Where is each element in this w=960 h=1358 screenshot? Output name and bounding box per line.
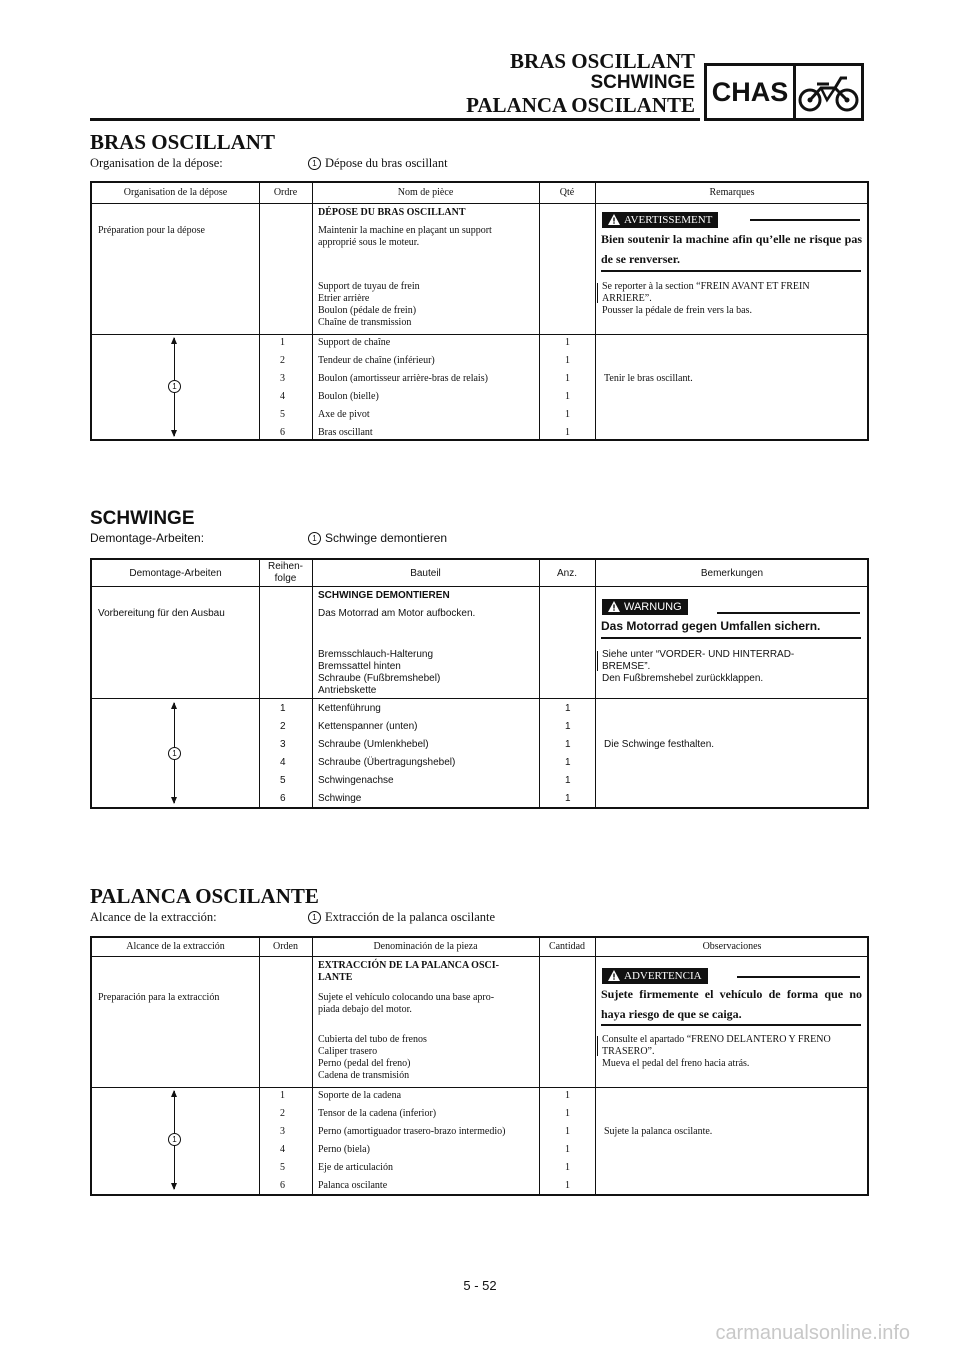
section-title-fr: BRAS OSCILLANT [90, 130, 275, 154]
row-order: 4 [280, 757, 286, 768]
circled-number: 1 [308, 157, 321, 170]
row-qty: 1 [565, 391, 570, 402]
row-part: Tendeur de chaîne (inférieur) [318, 355, 435, 366]
row-qty: 1 [565, 1162, 570, 1173]
col-header: Ordre [273, 187, 298, 198]
warning-text: Sujete firmemente el vehículo de forma que no haya riesgo de que se caiga. [601, 987, 862, 1021]
row-order: 2 [280, 721, 286, 732]
row-order: 1 [280, 703, 286, 714]
prep-part: Das Motorrad am Motor aufbocken. [318, 608, 476, 619]
prep-part: Maintenir la machine en plaçant un support approprié sous le moteur. [318, 225, 492, 248]
row-part: Schraube (Übertragungshebel) [318, 757, 456, 768]
header-title-es: PALANCA OSCILANTE [466, 93, 695, 117]
row-part: Kettenspanner (unten) [318, 721, 418, 732]
rows-remark: Die Schwinge festhalten. [604, 739, 715, 750]
row-qty: 1 [565, 409, 570, 420]
row-order: 2 [280, 355, 285, 366]
row-part: Schraube (Umlenkhebel) [318, 739, 429, 750]
row-part: Tensor de la cadena (inferior) [318, 1108, 437, 1119]
sub-label: Demontage-Arbeiten: [90, 531, 205, 545]
row-qty: 1 [565, 757, 571, 768]
warning-badge: WARNUNG [602, 599, 688, 615]
grouped-remarks: Siehe unter “VORDER- UND HINTERRAD- BREMSE”. Den Fußbremshebel zurückklappen. [602, 649, 795, 684]
grouped-parts: Cubierta del tubo de frenos Caliper trasero Perno (pedal del freno) Cadena de transmisión [318, 1034, 427, 1081]
col-header: Reihen- folge [267, 561, 304, 584]
warning-triangle-icon [608, 601, 620, 612]
row-qty: 1 [565, 1090, 570, 1101]
col-header: Alcance de la extracción [126, 941, 225, 952]
row-part: Perno (biela) [318, 1144, 370, 1155]
col-header: Cantidad [548, 941, 586, 952]
row-order: 6 [280, 427, 285, 438]
row-part: Schwinge [318, 793, 362, 804]
header-titles [466, 50, 695, 116]
warning-badge: ADVERTENCIA [602, 968, 708, 984]
col-header: Qté [559, 187, 575, 198]
row-qty: 1 [565, 793, 571, 804]
row-qty: 1 [565, 355, 570, 366]
section-title-de: SCHWINGE [90, 508, 195, 529]
row-part: Perno (amortiguador trasero-brazo intermedio) [318, 1126, 506, 1137]
row-qty: 1 [565, 1180, 570, 1191]
col-header: Demontage-Arbeiten [129, 568, 222, 579]
col-header: Bemerkungen [700, 568, 764, 579]
sub-value: 1 Schwinge demontieren [308, 531, 447, 545]
prep-label: Préparation pour la dépose [98, 225, 205, 236]
motorcycle-icon [797, 70, 861, 116]
circled-number: 1 [308, 911, 321, 924]
row-order: 1 [280, 1090, 285, 1101]
step-number: 1 [168, 1133, 181, 1146]
row-part: Soporte de la cadena [318, 1090, 402, 1101]
row-qty: 1 [565, 427, 570, 438]
range-arrow [174, 338, 175, 436]
col-header: Organisation de la dépose [123, 187, 228, 198]
row-qty: 1 [565, 1144, 570, 1155]
disassembly-table-es [90, 936, 869, 1196]
row-part: Bras oscillant [318, 427, 373, 438]
row-qty: 1 [565, 373, 570, 384]
row-order: 2 [280, 1108, 285, 1119]
rows-remark: Sujete la palanca oscilante. [604, 1126, 713, 1137]
header-rule [90, 118, 700, 121]
removal-heading: DÉPOSE DU BRAS OSCILLANT [318, 207, 466, 218]
page-number: 5 - 52 [463, 1278, 497, 1293]
circled-number: 1 [308, 532, 321, 545]
range-arrow [174, 1091, 175, 1189]
chapter-badge [704, 63, 864, 121]
rows-remark: Tenir le bras oscillant. [604, 373, 693, 384]
warning-badge: AVERTISSEMENT [602, 212, 718, 228]
header-title-de: SCHWINGE [590, 72, 695, 93]
grouped-remarks: Consulte el apartado “FRENO DELANTERO Y FRENO TRASERO”. Mueva el pedal del freno hacia atrás. [602, 1034, 831, 1069]
sub-label: Alcance de la extracción: [90, 910, 217, 924]
grouped-remarks: Se reporter à la section “FREIN AVANT ET FREIN ARRIERE”. Pousser la pédale de frein vers la bas. [602, 281, 810, 316]
warning-triangle-icon [608, 970, 620, 981]
step-number: 1 [168, 747, 181, 760]
sub-value: 1 Dépose du bras oscillant [308, 156, 448, 171]
col-header: Denominación de la pieza [373, 941, 478, 952]
row-order: 1 [280, 337, 285, 348]
section-title-es: PALANCA OSCILANTE [90, 884, 319, 908]
warning-text: Das Motorrad gegen Umfallen sichern. [601, 619, 821, 633]
row-order: 6 [280, 793, 286, 804]
row-part: Schwingenachse [318, 775, 394, 786]
grouped-parts: Bremsschlauch-Halterung Bremssattel hinten Schraube (Fußbremshebel) Antriebskette [318, 649, 441, 696]
row-qty: 1 [565, 1126, 570, 1137]
col-header: Bauteil [410, 568, 441, 579]
row-part: Axe de pivot [318, 409, 370, 420]
watermark: carmanualsonline.info [715, 1322, 910, 1344]
col-header: Remarques [709, 187, 755, 198]
row-qty: 1 [565, 739, 571, 750]
col-header: Observaciones [702, 941, 762, 952]
prep-label: Preparación para la extracción [98, 992, 220, 1003]
section-subheading-es [90, 910, 790, 926]
prep-part: Sujete el vehículo colocando una base apro- piada debajo del motor. [318, 992, 495, 1015]
row-order: 5 [280, 409, 285, 420]
row-order: 3 [280, 739, 286, 750]
row-qty: 1 [565, 721, 571, 732]
section-subheading-de [90, 531, 790, 547]
row-part: Support de chaîne [318, 337, 391, 348]
row-part: Kettenführung [318, 703, 381, 714]
warning-triangle-icon [608, 214, 620, 225]
sub-label: Organisation de la dépose: [90, 156, 223, 170]
row-order: 4 [280, 1144, 285, 1155]
removal-heading: SCHWINGE DEMONTIEREN [318, 590, 450, 601]
row-qty: 1 [565, 337, 570, 348]
prep-label: Vorbereitung für den Ausbau [98, 608, 225, 619]
row-part: Boulon (bielle) [318, 391, 379, 402]
row-order: 5 [280, 775, 286, 786]
removal-heading: EXTRACCIÓN DE LA PALANCA OSCI- LANTE [318, 960, 499, 983]
disassembly-table-fr [90, 181, 869, 441]
col-header: Nom de pièce [397, 187, 454, 198]
warning-text: Bien soutenir la machine afin qu’elle ne risque pas de se renverser. [601, 232, 862, 266]
row-qty: 1 [565, 703, 571, 714]
row-order: 6 [280, 1180, 285, 1191]
header-title-fr: BRAS OSCILLANT [510, 49, 695, 73]
range-arrow [174, 703, 175, 803]
row-order: 4 [280, 391, 285, 402]
row-order: 3 [280, 1126, 285, 1137]
row-part: Eje de articulación [318, 1162, 393, 1173]
disassembly-table-de [90, 558, 869, 809]
row-part: Palanca oscilante [318, 1180, 388, 1191]
row-order: 5 [280, 1162, 285, 1173]
row-qty: 1 [565, 1108, 570, 1119]
step-number: 1 [168, 380, 181, 393]
row-qty: 1 [565, 775, 571, 786]
row-part: Boulon (amortisseur arrière-bras de relais) [318, 373, 488, 384]
col-header: Anz. [556, 568, 577, 579]
col-header: Orden [273, 941, 298, 952]
row-order: 3 [280, 373, 285, 384]
section-subheading-fr [90, 156, 790, 172]
grouped-parts: Support de tuyau de frein Etrier arrière Boulon (pédale de frein) Chaîne de transmission [318, 281, 420, 328]
chapter-badge-label: CHAS [707, 66, 796, 118]
sub-value: 1 Extracción de la palanca oscilante [308, 910, 495, 925]
